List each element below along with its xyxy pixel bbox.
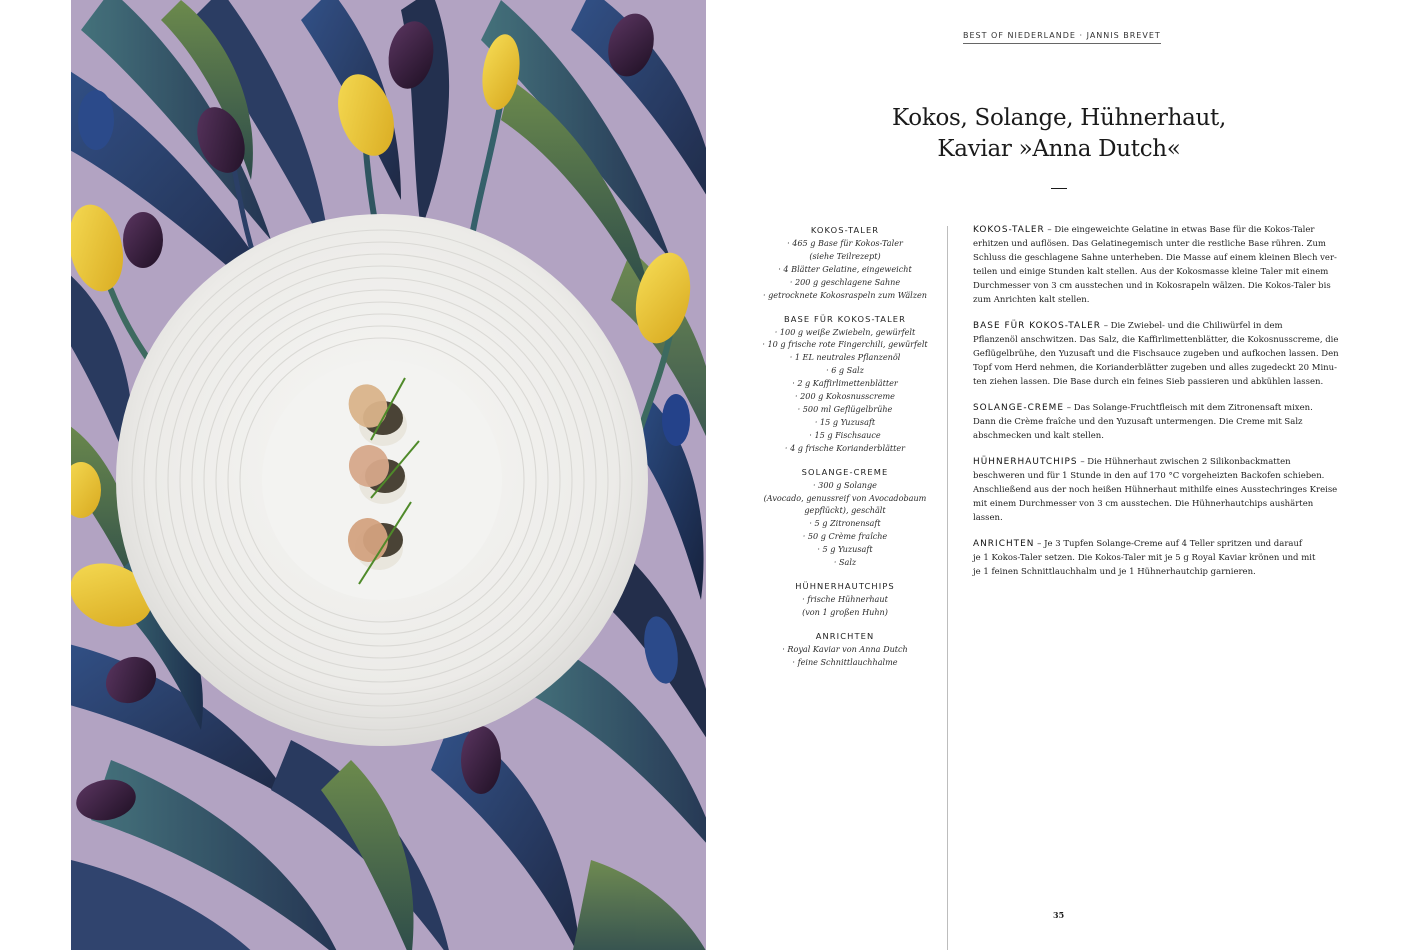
method-step-heading: BASE FÜR KOKOS-TALER [973, 321, 1101, 331]
ingredient-item: · 100 g weiße Zwiebeln, gewürfelt [774, 326, 916, 337]
method-step-heading: KOKOS-TALER [973, 225, 1045, 235]
ingredient-item: gepflückt), geschält [804, 505, 886, 516]
ingredient-item: · feine Schnittlauchhalme [792, 656, 898, 667]
ingredient-item: (von 1 großen Huhn) [802, 606, 888, 617]
ingredient-group [760, 313, 930, 455]
ingredient-group-heading: SOLANGE-CREME [801, 466, 889, 477]
method-column [973, 223, 1345, 591]
method-step-text: – Je 3 Tupfen Solange-Creme auf 4 Teller spritzen und darauf je 1 Kokos-Taler setzen. Die Kokos-Taler mit je 5 g Royal Kaviar krönen und mit je 1 feinen Schnittlauchhalm und je 1 Hühnerhautchip garnieren. [973, 539, 1316, 577]
ingredients-column [760, 224, 930, 680]
method-step [973, 401, 1345, 443]
ingredient-item: · 4 g frische Korianderblätter [784, 442, 906, 453]
ingredient-group-heading: BASE FÜR KOKOS-TALER [783, 313, 907, 324]
method-step-heading: SOLANGE-CREME [973, 403, 1065, 413]
ingredient-group [760, 630, 930, 669]
ingredient-item: · 15 g Yuzusaft [814, 416, 876, 427]
ingredient-item: · 1 EL neutrales Pflanzenöl [789, 352, 901, 363]
ingredient-item: · getrocknete Kokosraspeln zum Wälzen [762, 289, 927, 300]
ingredient-item: · 50 g Crème fraîche [802, 531, 888, 542]
method-step-text: – Die Hühnerhaut zwischen 2 Silikonbackmatten beschweren und für 1 Stunde in den auf 170 °C vorgeheizten Backofen schieben. Anschließend aus der noch heißen Hühnerhaut mithilfe eines Ausstechringes Kreise mit einem Durchmesser von 3 cm ausstechen. Die Hühnerhautchips aushärten lassen. [973, 457, 1338, 523]
method-step-text: – Die eingeweichte Gelatine in etwas Base für die Kokos-Taler erhitzen und auflösen. Das Gelatinegemisch unter die restliche Base rühren. Zum Schluss die geschlagene Sahne unterheben. Die Masse auf einem kleinen Blech ver- teilen und einige Stunden kalt stellen. Aus der Kokosmasse kleine Taler mit einem Durchmesser von 3 cm ausstechen und in Kokosrapeln wälzen. Die Kokos-Taler bis zum Anrichten kalt stellen. [973, 225, 1337, 305]
ingredient-group-heading: KOKOS-TALER [810, 225, 880, 235]
recipe-title-line-2: Kaviar »Anna Dutch« [937, 136, 1181, 162]
ingredient-item: (siehe Teilrezept) [809, 250, 881, 261]
ingredient-item: · 465 g Base für Kokos-Taler [787, 238, 903, 248]
ingredient-group-heading: HÜHNERHAUTCHIPS [795, 580, 895, 591]
ingredient-group [760, 224, 930, 302]
ingredient-item: · Salz [833, 557, 857, 568]
ingredient-item: · 6 g Salz [826, 365, 864, 376]
recipe-title [862, 103, 1256, 165]
method-step-text: – Das Solange-Fruchtfleisch mit dem Zitronensaft mixen. Dann die Crème fraîche und den Yuzusaft untermengen. Die Creme mit Salz abschmecken und kalt stellen. [973, 403, 1313, 441]
ingredient-item: · 15 g Fischsauce [809, 429, 881, 440]
ingredient-item: · 5 g Yuzusaft [817, 544, 873, 555]
recipe-title-line-1: Kokos, Solange, Hühnerhaut, [892, 105, 1226, 131]
method-step [973, 223, 1345, 307]
ingredient-item: · 200 g Kokosnusscreme [795, 391, 895, 402]
method-step-heading: HÜHNERHAUTCHIPS [973, 457, 1078, 467]
method-step [973, 455, 1345, 525]
ingredient-group [760, 580, 930, 619]
dish-photo [71, 0, 706, 950]
dish-photo-illustration [71, 0, 706, 950]
ingredient-item: · 500 ml Geflügelbrühe [797, 403, 893, 414]
method-step [973, 537, 1345, 579]
running-head: BEST OF NIEDERLANDE · JANNIS BREVET [963, 31, 1161, 44]
ingredient-item: · 200 g geschlagene Sahne [789, 276, 901, 287]
page-number: 35 [1053, 910, 1065, 920]
column-divider [947, 226, 948, 950]
ingredient-item: · 300 g Solange [813, 479, 877, 490]
ingredient-group [760, 466, 930, 569]
ingredient-item: · 5 g Zitronensaft [809, 518, 881, 529]
ingredient-group-heading: ANRICHTEN [815, 630, 875, 641]
ingredient-item: · Royal Kaviar von Anna Dutch [782, 643, 908, 654]
ingredient-item: (Avocado, genussreif von Avocadobaum [763, 492, 927, 503]
method-step-text: – Die Zwiebel- und die Chiliwürfel in dem Pflanzenöl anschwitzen. Das Salz, die Kaffirlimettenblätter, die Kokosnusscreme, die Geflügelbrühe, den Yuzusaft und die Fischsauce zugeben und aufkochen lassen. Den Topf vom Herd nehmen, die Korianderblätter zugeben und alles zugedeckt 20 Minu- ten ziehen lassen. Die Base durch ein feines Sieb passieren und abkühlen lassen. [973, 321, 1339, 387]
ingredient-item: · 4 Blätter Gelatine, eingeweicht [778, 263, 912, 274]
title-dash-divider [1051, 188, 1067, 189]
method-step [973, 319, 1345, 389]
ingredient-item: · 2 g Kaffirlimettenblätter [792, 378, 898, 389]
method-step-heading: ANRICHTEN [973, 539, 1035, 549]
ingredient-item: · frische Hühnerhaut [802, 593, 888, 604]
ingredient-item: · 10 g frische rote Fingerchili, gewürfelt [762, 339, 928, 350]
